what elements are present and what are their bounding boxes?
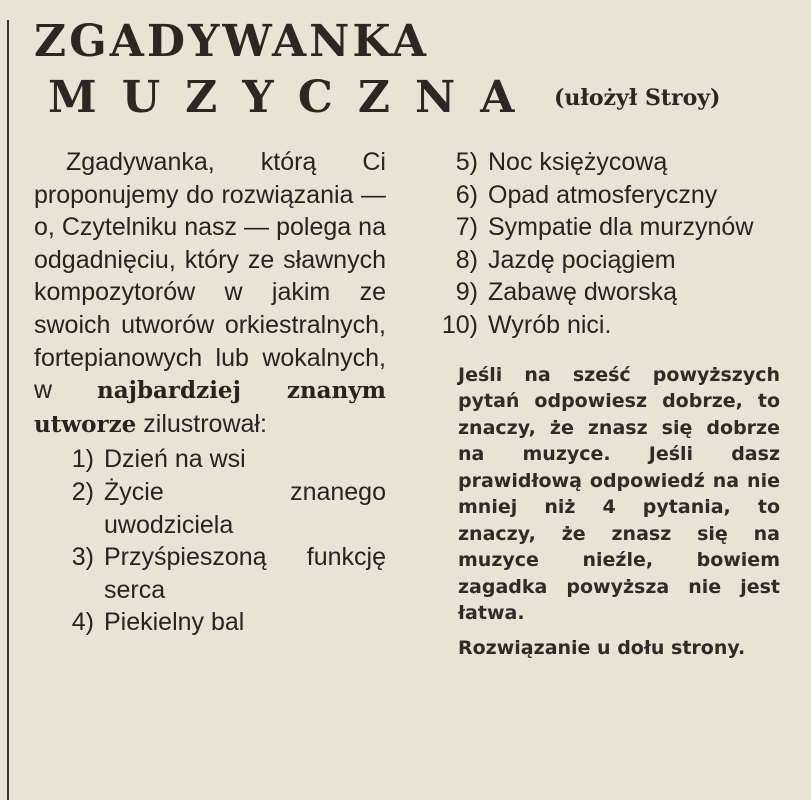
list-item bbox=[434, 244, 780, 277]
list-item bbox=[50, 606, 386, 639]
answer-location-note: Rozwiązanie u dołu strony. bbox=[458, 636, 746, 659]
right-column bbox=[434, 146, 780, 661]
scoring-note: Jeśli na sześć powyższych pytań odpowiesz dobrze, to znaczy, że znasz się dobrze na muzyce. Jeśli dasz prawidłową odpowiedź na nie mniej niż 4 pytania, to znaczy, że znasz się na muzyce nieźle, bowiem zagadka powyższa nie jest łatwa. bbox=[458, 363, 780, 625]
list-item bbox=[434, 276, 780, 309]
question-list-part1 bbox=[34, 443, 386, 639]
column-rule bbox=[7, 20, 9, 800]
item-text: Wyrób nici. bbox=[488, 310, 612, 339]
headline-line1: ZGADYWANKA bbox=[34, 16, 429, 67]
item-number: 8) bbox=[455, 245, 478, 274]
item-text: Jazdę pociągiem bbox=[488, 245, 676, 274]
byline: (ułożył Stroy) bbox=[554, 85, 721, 111]
item-number: 5) bbox=[455, 148, 478, 176]
item-text: Noc księżycową bbox=[488, 148, 668, 176]
item-text: Życie znanego uwodziciela bbox=[104, 477, 386, 539]
intro-text: Zgadywanka, którą Ci proponujemy do rozwiązania — o, Czytelniku nasz — polega na odgadnięciu, który ze sławnych kompozytorów w jakim ze swoich utworów orkiestralnych, fortepianowych lub wokalnych, w bbox=[34, 148, 386, 405]
intro-end-text: zilustrował: bbox=[136, 409, 267, 438]
item-number: 1) bbox=[71, 445, 94, 474]
question-list-part2 bbox=[434, 146, 780, 342]
item-number: 6) bbox=[455, 180, 478, 209]
list-item bbox=[434, 309, 780, 342]
list-item bbox=[434, 211, 780, 244]
headline-line2: MUZYCZNA bbox=[48, 72, 540, 123]
list-item bbox=[434, 179, 780, 212]
list-item bbox=[434, 146, 780, 179]
list-item bbox=[50, 443, 386, 476]
list-item bbox=[50, 541, 386, 606]
item-number: 7) bbox=[455, 213, 478, 242]
left-column bbox=[34, 146, 386, 639]
item-number: 2) bbox=[71, 477, 94, 506]
item-text: Dzień na wsi bbox=[104, 445, 246, 474]
intro-paragraph bbox=[34, 146, 386, 441]
intro-bold-text: najbardziej znanym utworze bbox=[34, 377, 386, 438]
item-text: Zabawę dworską bbox=[488, 278, 677, 307]
item-text: Opad atmosferyczny bbox=[488, 180, 718, 209]
item-number: 3) bbox=[71, 543, 94, 572]
item-number: 4) bbox=[71, 608, 94, 637]
item-number: 9) bbox=[455, 278, 478, 307]
item-text: Przyśpieszoną funkcję serca bbox=[104, 543, 386, 604]
list-item bbox=[50, 476, 386, 541]
item-number: 10) bbox=[441, 310, 478, 339]
item-text: Sympatie dla murzynów bbox=[488, 213, 754, 242]
item-text: Piekielny bal bbox=[104, 608, 245, 637]
